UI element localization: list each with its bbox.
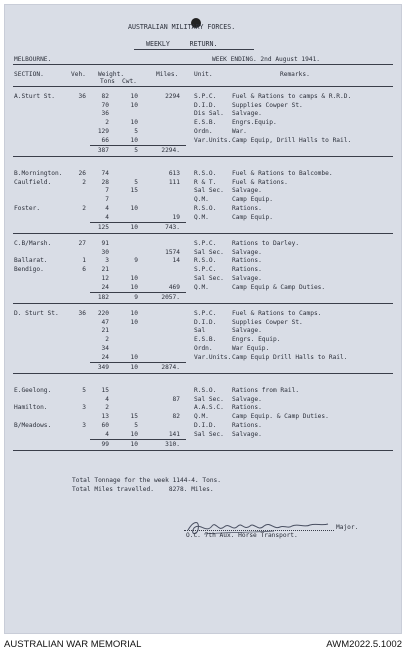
section-divider-rule [13,450,393,451]
row-remarks-cell: Salvage. [232,248,262,256]
signature-line [184,530,334,531]
row-unit-cell: R.S.O. [194,204,217,212]
row-section-cell: Caulfield. [14,178,52,186]
row-unit-cell: Q.M. [194,196,209,204]
subtotal-cwt: 5 [134,147,138,155]
row-tons-cell: 24 [101,353,109,361]
row-tons-cell: 36 [101,110,109,118]
row-section-cell: Ballarat. [14,257,48,265]
row-cwt-cell: 5 [134,421,138,429]
row-unit-cell: E.S.B. [194,336,217,344]
row-miles-cell: 14 [172,257,180,265]
row-section-cell: B/Meadows. [14,421,52,429]
row-veh-cell: 6 [82,266,86,274]
row-remarks-cell: Supplies Cowper St. [232,101,303,109]
row-cwt-cell: 10 [130,136,138,144]
row-cwt-cell: 5 [134,127,138,135]
subtotal-tons: 125 [97,224,109,232]
row-cwt-cell: 10 [130,283,138,291]
row-cwt-cell: 10 [130,274,138,282]
footer-institution: AUSTRALIAN WAR MEMORIAL [4,639,142,650]
row-cwt-cell: 5 [134,178,138,186]
row-miles-cell: 87 [172,395,180,403]
row-veh-cell: 36 [78,310,86,317]
row-tons-cell: 21 [101,266,109,274]
row-miles-cell: 82 [172,413,180,421]
subtotal-rule [90,292,186,293]
row-remarks-cell: Fuel & Rations to camps & R.R.D. [232,93,352,100]
row-cwt-cell: 10 [130,310,138,317]
row-unit-cell: Sal [194,327,206,335]
row-tons-cell: 91 [101,240,109,247]
row-unit-cell: Sal Sec. [194,430,224,438]
row-remarks-cell: War. [232,127,247,135]
row-remarks-cell: Rations. [232,421,262,429]
row-cwt-cell: 9 [134,257,138,265]
row-tons-cell: 129 [97,127,109,135]
row-section-cell: B.Mornington. [14,170,63,177]
section-divider-rule [13,373,393,374]
row-unit-cell: Dis Sal. [194,110,224,118]
row-section-cell: Bendigo. [14,266,44,274]
row-unit-cell: Sal Sec. [194,187,224,195]
subtotal-cwt: 10 [130,224,138,232]
row-cwt-cell: 10 [130,93,138,100]
col-miles: Miles. [156,71,179,78]
row-unit-cell: Q.M. [194,413,209,421]
row-unit-cell: D.I.D. [194,318,217,326]
row-tons-cell: 15 [101,387,109,394]
row-unit-cell: Var.Units. [194,353,232,361]
row-cwt-cell: 15 [130,413,138,421]
row-miles-cell: 141 [168,430,180,438]
row-section-cell: C.B/Marsh. [14,240,52,247]
subtotal-miles: 2874. [161,364,180,372]
subtotal-cwt: 10 [130,441,138,449]
row-unit-cell: R.S.O. [194,387,217,394]
row-veh-cell: 2 [82,178,86,186]
row-veh-cell: 3 [82,421,86,429]
row-remarks-cell: Rations from Rail. [232,387,300,394]
subtotal-tons: 349 [97,364,109,372]
row-section-cell: Hamilton. [14,404,48,412]
row-unit-cell: Ordn. [194,344,213,352]
row-tons-cell: 24 [101,283,109,291]
row-miles-cell: 613 [168,170,180,177]
row-tons-cell: 2 [105,119,109,127]
col-tons: Tons [100,78,115,85]
row-remarks-cell: Rations to Darley. [232,240,300,247]
subtotal-tons: 387 [97,147,109,155]
row-veh-cell: 1 [82,257,86,265]
row-unit-cell: Q.M. [194,213,209,221]
column-rule [13,86,393,87]
subtotal-miles: 2294. [161,147,180,155]
col-veh: Veh. [71,71,86,78]
row-veh-cell: 27 [78,240,86,247]
row-remarks-cell: Salvage. [232,395,262,403]
row-unit-cell: E.S.B. [194,119,217,127]
row-unit-cell: Sal Sec. [194,248,224,256]
subtotal-tons: 182 [97,294,109,302]
row-section-cell: D. Sturt St. [14,310,59,317]
row-unit-cell: S.P.C. [194,266,217,274]
row-tons-cell: 4 [105,395,109,403]
row-unit-cell: D.I.D. [194,101,217,109]
row-cwt-cell: 15 [130,187,138,195]
section-divider-rule [13,233,393,234]
subtotal-tons: 99 [101,441,109,449]
row-miles-cell: 111 [168,178,180,186]
row-tons-cell: 13 [101,413,109,421]
row-tons-cell: 3 [105,257,109,265]
row-remarks-cell: Camp Equip. [232,213,273,221]
row-tons-cell: 4 [105,430,109,438]
row-unit-cell: Sal Sec. [194,274,224,282]
row-unit-cell: S.P.C. [194,240,217,247]
return-title: WEEKLY RETURN. [146,40,218,48]
row-tons-cell: 47 [101,318,109,326]
row-cwt-cell: 10 [130,353,138,361]
row-tons-cell: 30 [101,248,109,256]
subtotal-cwt: 10 [130,364,138,372]
col-weight: Weight. [98,71,125,78]
row-miles-cell: 1574 [165,248,180,256]
signature-rank: Major. [336,524,359,531]
row-tons-cell: 7 [105,187,109,195]
row-tons-cell: 4 [105,204,109,212]
row-unit-cell: S.P.C. [194,310,217,317]
place-label: MELBOURNE. [14,56,52,63]
row-tons-cell: 2 [105,336,109,344]
row-remarks-cell: Rations. [232,204,262,212]
row-remarks-cell: Fuel & Rations to Balcombe. [232,170,333,177]
row-tons-cell: 28 [101,178,109,186]
subtotal-miles: 2057. [161,294,180,302]
total-tonnage-line: Total Tonnage for the week 1144-4. Tons. [72,477,222,484]
col-cwt: Cwt. [122,78,137,85]
subtotal-rule [90,362,186,363]
row-unit-cell: Ordn. [194,127,213,135]
row-remarks-cell: Rations. [232,404,262,412]
archive-footer [0,636,406,653]
row-unit-cell: R.S.O. [194,257,217,265]
row-tons-cell: 60 [101,421,109,429]
row-cwt-cell: 10 [130,119,138,127]
row-tons-cell: 70 [101,101,109,109]
section-divider-rule [13,303,393,304]
subtotal-rule [90,439,186,440]
title-underline [134,49,254,50]
row-veh-cell: 26 [78,170,86,177]
org-heading: AUSTRALIAN MILITARY FORCES. [128,23,236,31]
row-veh-cell: 5 [82,387,86,394]
row-miles-cell: 2294 [165,93,180,100]
row-section-cell: E.Geelong. [14,387,52,394]
row-remarks-cell: Engrs.Equip. [232,119,277,127]
row-remarks-cell: Fuel & Rations to Camps. [232,310,322,317]
row-tons-cell: 220 [97,310,109,317]
col-remarks: Remarks. [280,71,310,78]
row-remarks-cell: Rations. [232,266,262,274]
row-remarks-cell: Salvage. [232,187,262,195]
week-ending-label: WEEK ENDING. 2nd August 1941. [212,56,321,63]
row-remarks-cell: Camp Equip, Drill Halls to Rail. [232,136,352,144]
col-unit: Unit. [194,71,213,78]
subtotal-rule [90,145,186,146]
row-tons-cell: 4 [105,213,109,221]
subtotal-miles: 743. [165,224,180,232]
row-remarks-cell: Engrs. Equip. [232,336,281,344]
row-tons-cell: 82 [101,93,109,100]
row-remarks-cell: Camp Equip & Camp Duties. [232,283,326,291]
row-tons-cell: 21 [101,327,109,335]
row-section-cell: A.Sturt St. [14,93,55,100]
signature-title: O.C. 7th Aux. Horse Transport. [186,532,298,539]
row-unit-cell: R.S.O. [194,170,217,177]
header-rule [13,64,393,65]
subtotal-rule [90,222,186,223]
row-miles-cell: 469 [168,283,180,291]
row-section-cell: Foster. [14,204,41,212]
row-cwt-cell: 10 [130,204,138,212]
row-veh-cell: 2 [82,204,86,212]
row-cwt-cell: 10 [130,101,138,109]
row-tons-cell: 12 [101,274,109,282]
row-remarks-cell: Salvage. [232,274,262,282]
row-cwt-cell: 10 [130,318,138,326]
row-miles-cell: 19 [172,213,180,221]
subtotal-cwt: 9 [134,294,138,302]
row-unit-cell: Q.M. [194,283,209,291]
row-remarks-cell: War Equip. [232,344,270,352]
row-remarks-cell: Fuel & Rations. [232,178,288,186]
row-remarks-cell: Salvage. [232,430,262,438]
row-veh-cell: 3 [82,404,86,412]
row-tons-cell: 66 [101,136,109,144]
row-cwt-cell: 10 [130,430,138,438]
row-remarks-cell: Camp Equip Drill Halls to Rail. [232,353,348,361]
row-unit-cell: Sal Sec. [194,395,224,403]
row-tons-cell: 7 [105,196,109,204]
row-tons-cell: 34 [101,344,109,352]
row-remarks-cell: Supplies Cowper St. [232,318,303,326]
row-unit-cell: A.A.S.C. [194,404,224,412]
row-remarks-cell: Salvage. [232,327,262,335]
row-veh-cell: 36 [78,93,86,100]
row-tons-cell: 2 [105,404,109,412]
row-remarks-cell: Camp Equip. [232,196,273,204]
row-remarks-cell: Salvage. [232,110,262,118]
row-unit-cell: S.P.C. [194,93,217,100]
row-unit-cell: D.I.D. [194,421,217,429]
row-tons-cell: 74 [101,170,109,177]
row-unit-cell: Var.Units. [194,136,232,144]
subtotal-miles: 310. [165,441,180,449]
row-remarks-cell: Camp Equip. & Camp Duties. [232,413,329,421]
row-unit-cell: R & T. [194,178,217,186]
footer-accession-number: AWM2022.5.1002 [326,639,402,650]
col-section: SECTION. [14,71,44,78]
total-miles-line: Total Miles travelled. 8278. Miles. [72,486,214,493]
row-remarks-cell: Rations. [232,257,262,265]
section-divider-rule [13,156,393,157]
